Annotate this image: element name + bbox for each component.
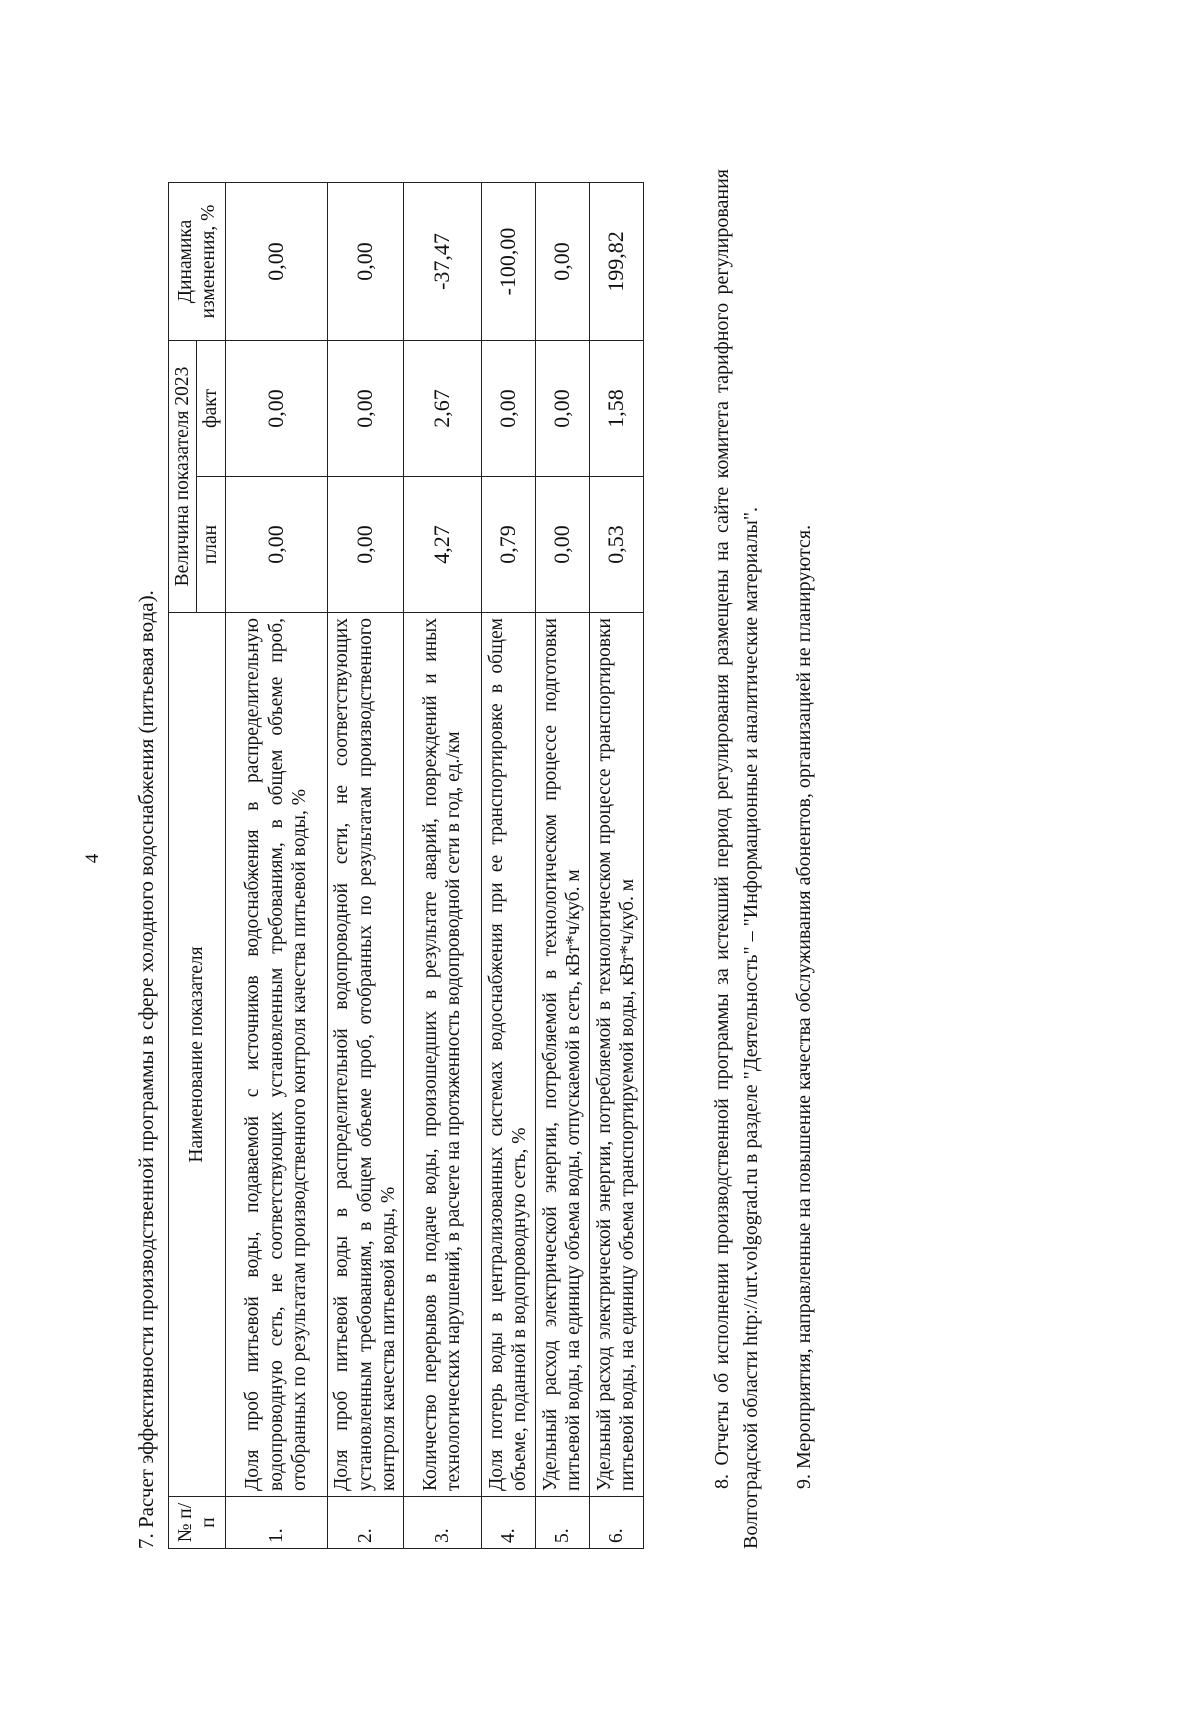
row-dynamics: 199,82: [589, 182, 643, 340]
row-plan: 4,27: [403, 477, 481, 613]
row-fact: 0,00: [327, 340, 403, 476]
row-name: Удельный расход электрической энергии, потребляемой в технологическом процессе транспортировки питьевой воды, на единицу объема транспортируемой воды, кВт*ч/куб. м: [589, 613, 643, 1497]
row-plan: 0,00: [535, 477, 589, 613]
header-dynamics: Динамика изменения, %: [169, 182, 226, 340]
section-title: 7. Расчет эффективности производственной программы в сфере холодного водоснабжения (питьевая вода).: [134, 590, 158, 1549]
row-fact: 0,00: [535, 340, 589, 476]
row-name: Доля потерь воды в централизованных системах водоснабжения при ее транспортировке в общем объеме, поданной в водопроводную сеть, %: [481, 613, 535, 1497]
table-row: [535, 182, 589, 1548]
table-row: [225, 182, 327, 1548]
paragraph-9: 9. Мероприятия, направленные на повышение качества обслуживания абонентов, организацией не планируются.: [793, 524, 815, 1489]
row-fact: 2,67: [403, 340, 481, 476]
table-row: [327, 182, 403, 1548]
header-name: Наименование показателя: [169, 613, 226, 1497]
table-row: [589, 182, 643, 1548]
row-fact: 0,00: [481, 340, 535, 476]
row-num: 2.: [327, 1497, 403, 1549]
row-plan: 0,79: [481, 477, 535, 613]
row-dynamics: -100,00: [481, 182, 535, 340]
header-fact: факт: [197, 340, 225, 476]
header-value-group: Величина показателя 2023: [169, 340, 197, 612]
row-plan: 0,00: [327, 477, 403, 613]
row-plan: 0,00: [225, 477, 327, 613]
row-dynamics: -37,47: [403, 182, 481, 340]
row-fact: 1,58: [589, 340, 643, 476]
row-num: 4.: [481, 1497, 535, 1549]
row-name: Количество перерывов в подаче воды, произошедших в результате аварий, повреждений и иных технологических нарушений, в расчете на протяженность водопроводной сети в год, ед./км: [403, 613, 481, 1497]
row-name: Доля проб питьевой воды, подаваемой с источников водоснабжения в распределительную водопроводную сеть, не соответствующих установленным требованиям, в общем объеме проб, отобранных по результатам производственного контроля качества питьевой воды, %: [225, 613, 327, 1497]
row-num: 3.: [403, 1497, 481, 1549]
paragraph-8: 8. Отчеты об исполнении производственной программы за истекший период регулирования размещены на сайте комитета тарифного регулирования Волгоградской области http://urt.volgograd.ru в разделе "Деятельность" – "Информационные и аналитические материалы".: [711, 169, 762, 1549]
header-plan: план: [197, 477, 225, 613]
table-row: [403, 182, 481, 1548]
table-row: [481, 182, 535, 1548]
row-num: 1.: [225, 1497, 327, 1549]
table-header-row: [169, 182, 197, 1548]
row-num: 5.: [535, 1497, 589, 1549]
indicators-table: [168, 182, 644, 1549]
header-num: № п/п: [169, 1497, 226, 1549]
row-name: Удельный расход электрической энергии, потребляемой в технологическом процессе подготовки питьевой воды, на единицу объема воды, отпускаемой в сеть, кВт*ч/куб. м: [535, 613, 589, 1497]
row-name: Доля проб питьевой воды в распределительной водопроводной сети, не соответствующих установленным требованиям, в общем объеме проб, отобранных по результатам производственного контроля качества питьевой воды, %: [327, 613, 403, 1497]
page-number: 4: [82, 853, 103, 864]
row-dynamics: 0,00: [225, 182, 327, 340]
row-fact: 0,00: [225, 340, 327, 476]
row-dynamics: 0,00: [327, 182, 403, 340]
row-dynamics: 0,00: [535, 182, 589, 340]
row-plan: 0,53: [589, 477, 643, 613]
row-num: 6.: [589, 1497, 643, 1549]
